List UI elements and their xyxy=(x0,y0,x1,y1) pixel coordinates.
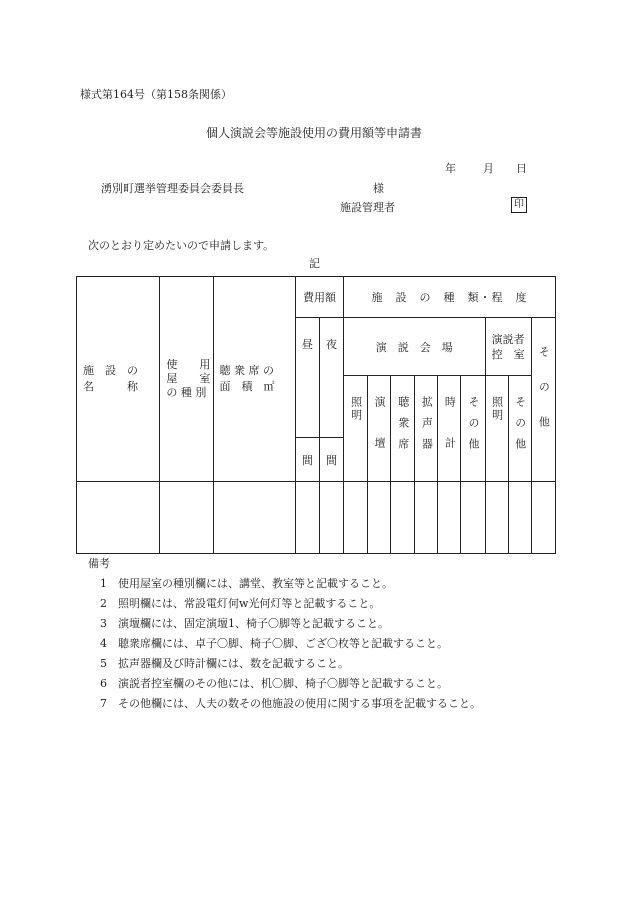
room-type-header: 使 用 屋 室 の 種 別 xyxy=(160,277,213,482)
date-month: 月 xyxy=(483,162,494,175)
entry-cell[interactable] xyxy=(213,482,295,554)
note-item: 4 聴衆席欄には、卓子〇脚、椅子〇脚、ござ〇枚等と記載すること。 xyxy=(100,637,448,650)
entry-cell[interactable] xyxy=(485,482,508,554)
day-hours: 間 xyxy=(295,438,319,482)
applicant-label: 施設管理者 xyxy=(340,201,395,214)
note-item: 6 演説者控室欄のその他には、机〇脚、椅子〇脚等と記載すること。 xyxy=(100,677,448,690)
col-lighting: 照明 xyxy=(349,396,363,422)
facility-type-header: 施 設 の 種 類・程 度 xyxy=(344,277,556,318)
note-item: 7 その他欄には、人夫の数その他施設の使用に関する事項を記載すること。 xyxy=(100,697,481,710)
date-year: 年 xyxy=(445,162,456,175)
col-audience-seats: 聴衆席 xyxy=(396,396,410,459)
facility-name-header: 施 設 の 名 称 xyxy=(77,277,160,482)
col-hall-other: その他 xyxy=(467,396,481,459)
entry-cell[interactable] xyxy=(461,482,485,554)
note-item: 5 拡声器欄及び時計欄には、数を記載すること。 xyxy=(100,657,349,670)
entry-cell[interactable] xyxy=(160,482,213,554)
addressee: 湧別町選挙管理委員会委員長 xyxy=(101,182,244,195)
col-podium: 演壇 xyxy=(373,396,387,478)
night-hours: 間 xyxy=(319,438,343,482)
entry-cell[interactable] xyxy=(319,482,343,554)
entry-cell[interactable] xyxy=(415,482,438,554)
date-day: 日 xyxy=(516,162,527,175)
entry-cell[interactable] xyxy=(531,482,555,554)
col-clock: 時計 xyxy=(443,396,457,478)
cost-header: 費用額 xyxy=(295,277,343,318)
seal-mark: 印 xyxy=(511,197,527,213)
other-header: その他 xyxy=(531,318,555,482)
application-table xyxy=(76,276,556,554)
entry-cell[interactable] xyxy=(438,482,461,554)
data-entry-row xyxy=(77,482,556,554)
night-header: 夜 xyxy=(319,318,343,438)
notes-title: 備考 xyxy=(88,557,110,570)
note-item: 3 演壇欄には、固定演壇1、椅子〇脚等と記載すること。 xyxy=(100,617,389,630)
note-item: 2 照明欄には、常設電灯何w光何灯等と記載すること。 xyxy=(100,597,381,610)
col-room-lighting: 照明 xyxy=(490,396,504,422)
entry-cell[interactable] xyxy=(77,482,160,554)
speaker-room-header: 演説者控 室 xyxy=(485,318,531,376)
document-title: 個人演説会等施設使用の費用額等申請書 xyxy=(206,126,423,140)
ki-label: 記 xyxy=(309,257,320,270)
form-number: 様式第164号（第158条関係） xyxy=(80,88,232,101)
day-header: 昼 xyxy=(295,318,319,438)
note-item: 1 使用屋室の種別欄には、講堂、教室等と記載すること。 xyxy=(100,577,393,590)
col-loudspeaker: 拡声器 xyxy=(420,396,434,459)
entry-cell[interactable] xyxy=(295,482,319,554)
entry-cell[interactable] xyxy=(508,482,531,554)
entry-cell[interactable] xyxy=(368,482,391,554)
speech-hall-header: 演 説 会 場 xyxy=(344,318,486,376)
honorific: 様 xyxy=(373,182,384,195)
audience-area-header: 聴 衆 席 の 面 積 ㎡ xyxy=(213,277,295,482)
entry-cell[interactable] xyxy=(344,482,368,554)
col-room-other: その他 xyxy=(513,396,527,459)
entry-cell[interactable] xyxy=(391,482,415,554)
intro-text: 次のとおり定めたいので申請します。 xyxy=(88,239,275,252)
